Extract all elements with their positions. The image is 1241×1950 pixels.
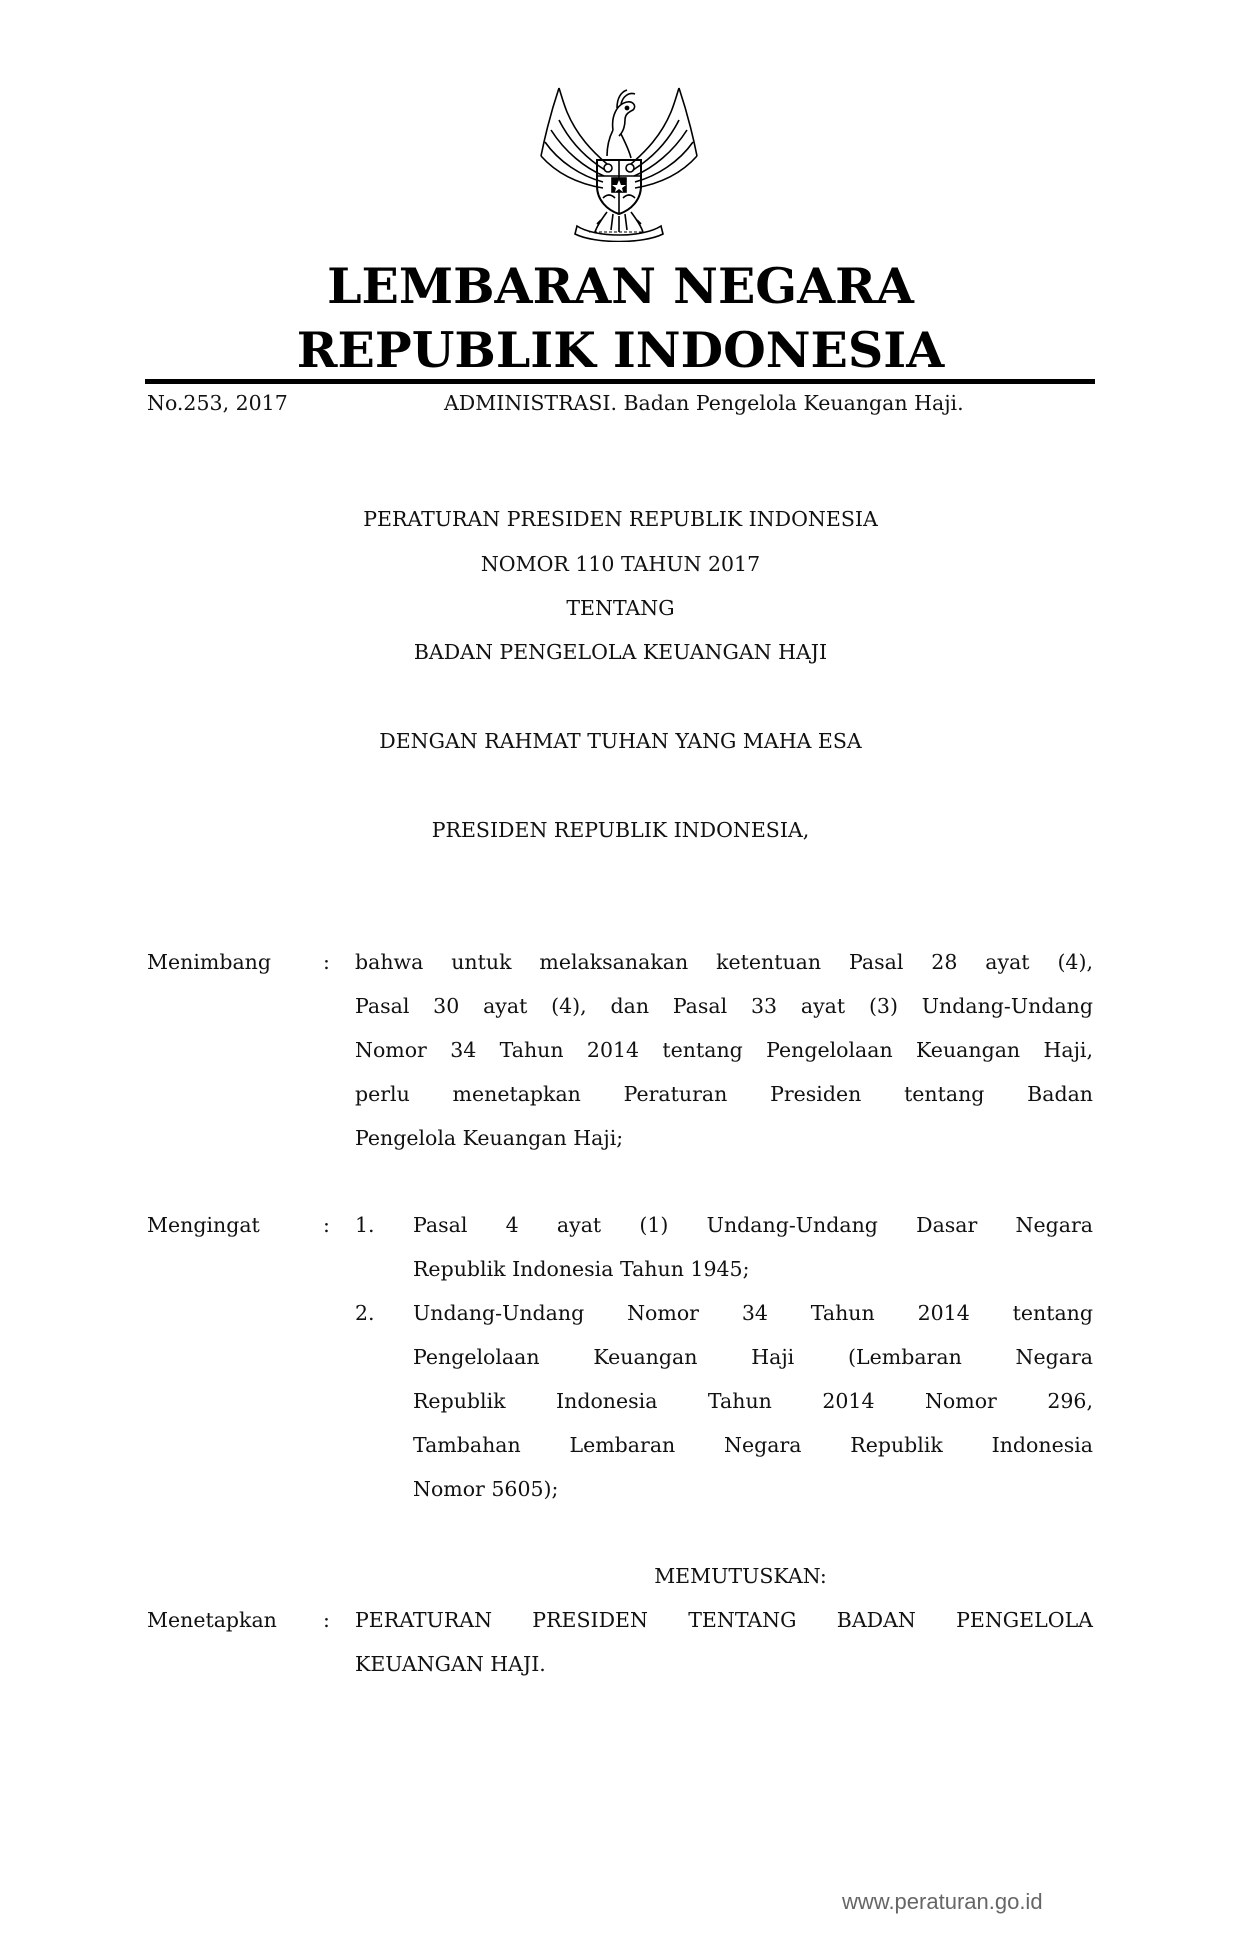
menimbang-line: Pengelola Keuangan Haji;	[355, 1126, 624, 1150]
mengingat-item-number: 1.	[355, 1213, 375, 1237]
mengingat-item-line: Pasal 4 ayat (1) Undang-Undang Dasar Negara	[413, 1213, 1093, 1237]
regulation-tentang: TENTANG	[566, 596, 675, 620]
mengingat-item-number: 2.	[355, 1301, 375, 1325]
mengingat-label: Mengingat	[147, 1213, 260, 1237]
menetapkan-label: Menetapkan	[147, 1608, 277, 1632]
menetapkan-colon: :	[323, 1608, 330, 1632]
gazette-subject: ADMINISTRASI. Badan Pengelola Keuangan Haji.	[444, 391, 964, 415]
mengingat-item	[413, 1291, 1093, 1511]
mengingat-item-line: Undang-Undang Nomor 34 Tahun 2014 tentang	[413, 1301, 1093, 1325]
menimbang-line: Pasal 30 ayat (4), dan Pasal 33 ayat (3) Undang-Undang	[355, 994, 1093, 1018]
menetapkan-text	[355, 1598, 1093, 1686]
menetapkan-line: PERATURAN PRESIDEN TENTANG BADAN PENGELOLA	[355, 1608, 1093, 1632]
regulation-number: NOMOR 110 TAHUN 2017	[480, 552, 761, 576]
gazette-title-line1: LEMBARAN NEGARA	[327, 257, 914, 315]
president-heading: PRESIDEN REPUBLIK INDONESIA,	[431, 818, 810, 842]
menimbang-line: Nomor 34 Tahun 2014 tentang Pengelolaan Keuangan Haji,	[355, 1038, 1093, 1062]
mengingat-item-line: Tambahan Lembaran Negara Republik Indonesia	[413, 1433, 1093, 1457]
source-url-link[interactable]: www.peraturan.go.id	[842, 1889, 1043, 1914]
garuda-emblem-icon	[537, 86, 701, 242]
header-divider	[145, 379, 1095, 384]
menimbang-label: Menimbang	[147, 950, 271, 974]
regulation-title: PERATURAN PRESIDEN REPUBLIK INDONESIA	[363, 507, 878, 531]
invocation: DENGAN RAHMAT TUHAN YANG MAHA ESA	[379, 729, 862, 753]
regulation-subject: BADAN PENGELOLA KEUANGAN HAJI	[413, 640, 828, 664]
mengingat-item-line: Pengelolaan Keuangan Haji (Lembaran Negara	[413, 1345, 1093, 1369]
memutuskan-heading: MEMUTUSKAN:	[654, 1564, 827, 1588]
gazette-title-line2: REPUBLIK INDONESIA	[296, 321, 945, 379]
mengingat-item	[413, 1203, 1093, 1291]
mengingat-colon: :	[323, 1213, 330, 1237]
menimbang-line: perlu menetapkan Peraturan Presiden tentang Badan	[355, 1082, 1093, 1106]
mengingat-item-line: Republik Indonesia Tahun 2014 Nomor 296,	[413, 1389, 1093, 1413]
menimbang-line: bahwa untuk melaksanakan ketentuan Pasal 28 ayat (4),	[355, 950, 1093, 974]
menimbang-text	[355, 940, 1093, 1160]
mengingat-item-line: Republik Indonesia Tahun 1945;	[413, 1257, 750, 1281]
menimbang-colon: :	[323, 950, 330, 974]
mengingat-item-line: Nomor 5605);	[413, 1477, 559, 1501]
gazette-number: No.253, 2017	[147, 391, 288, 415]
menetapkan-line: KEUANGAN HAJI.	[355, 1652, 546, 1676]
